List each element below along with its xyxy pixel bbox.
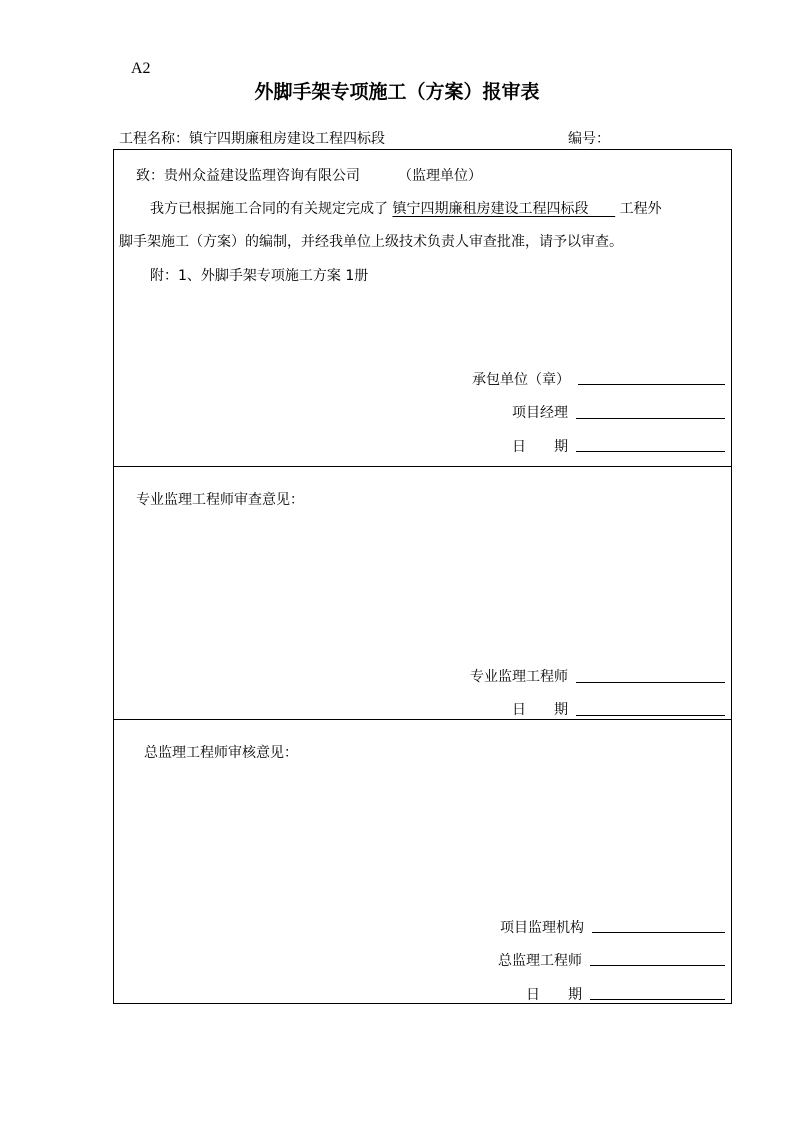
form-code: A2 bbox=[131, 60, 151, 77]
sig-date-1-label: 日 期 bbox=[512, 439, 568, 455]
project-name bbox=[119, 128, 385, 148]
project-name-value: 镇宁四期廉租房建设工程四标段 bbox=[189, 131, 385, 147]
addressee bbox=[136, 165, 482, 185]
sig-engineer-label: 专业监理工程师 bbox=[470, 669, 568, 685]
sig-manager-label: 项目经理 bbox=[512, 405, 568, 421]
body-before: 我方已根据施工合同的有关规定完成了 bbox=[150, 201, 388, 217]
addressee-role: （监理单位） bbox=[398, 168, 482, 184]
sig-date-3-line bbox=[590, 999, 725, 1000]
addressee-company: 贵州众益建设监理咨询有限公司 bbox=[164, 168, 360, 184]
body-line-2: 脚手架施工（方案）的编制，并经我单位上级技术负责人审查批准，请予以审查。 bbox=[119, 234, 623, 250]
sig-contractor-label: 承包单位（章） bbox=[472, 372, 570, 388]
sig-engineer-line bbox=[576, 682, 725, 683]
sig-manager-line bbox=[576, 418, 725, 419]
sig-date-2-line bbox=[576, 715, 725, 716]
attachment-note: 附：1、外脚手架专项施工方案 1册 bbox=[150, 268, 369, 284]
section-divider-2 bbox=[113, 719, 732, 720]
sig-date-2-label: 日 期 bbox=[512, 702, 568, 718]
body-after: 工程外 bbox=[619, 201, 662, 217]
form-number-label: 编号： bbox=[568, 131, 610, 147]
body-project: 镇宁四期廉租房建设工程四标段 bbox=[392, 201, 589, 217]
sig-contractor-line bbox=[578, 384, 725, 385]
sig-chief-label: 总监理工程师 bbox=[498, 953, 582, 969]
page-title: 外脚手架专项施工（方案）报审表 bbox=[254, 81, 540, 103]
sig-chief-line bbox=[590, 965, 725, 966]
sig-date-1-line bbox=[576, 451, 725, 452]
sig-org-label: 项目监理机构 bbox=[500, 920, 584, 936]
chief-review-heading: 总监理工程师审核意见： bbox=[144, 745, 298, 761]
sig-org-line bbox=[592, 932, 725, 933]
section-divider-1 bbox=[113, 466, 732, 467]
project-name-label: 工程名称： bbox=[119, 131, 189, 147]
addressee-prefix: 致： bbox=[136, 168, 164, 184]
sig-date-3-label: 日 期 bbox=[526, 987, 582, 1003]
engineer-review-heading: 专业监理工程师审查意见： bbox=[136, 492, 304, 508]
body-line-1 bbox=[150, 198, 662, 218]
